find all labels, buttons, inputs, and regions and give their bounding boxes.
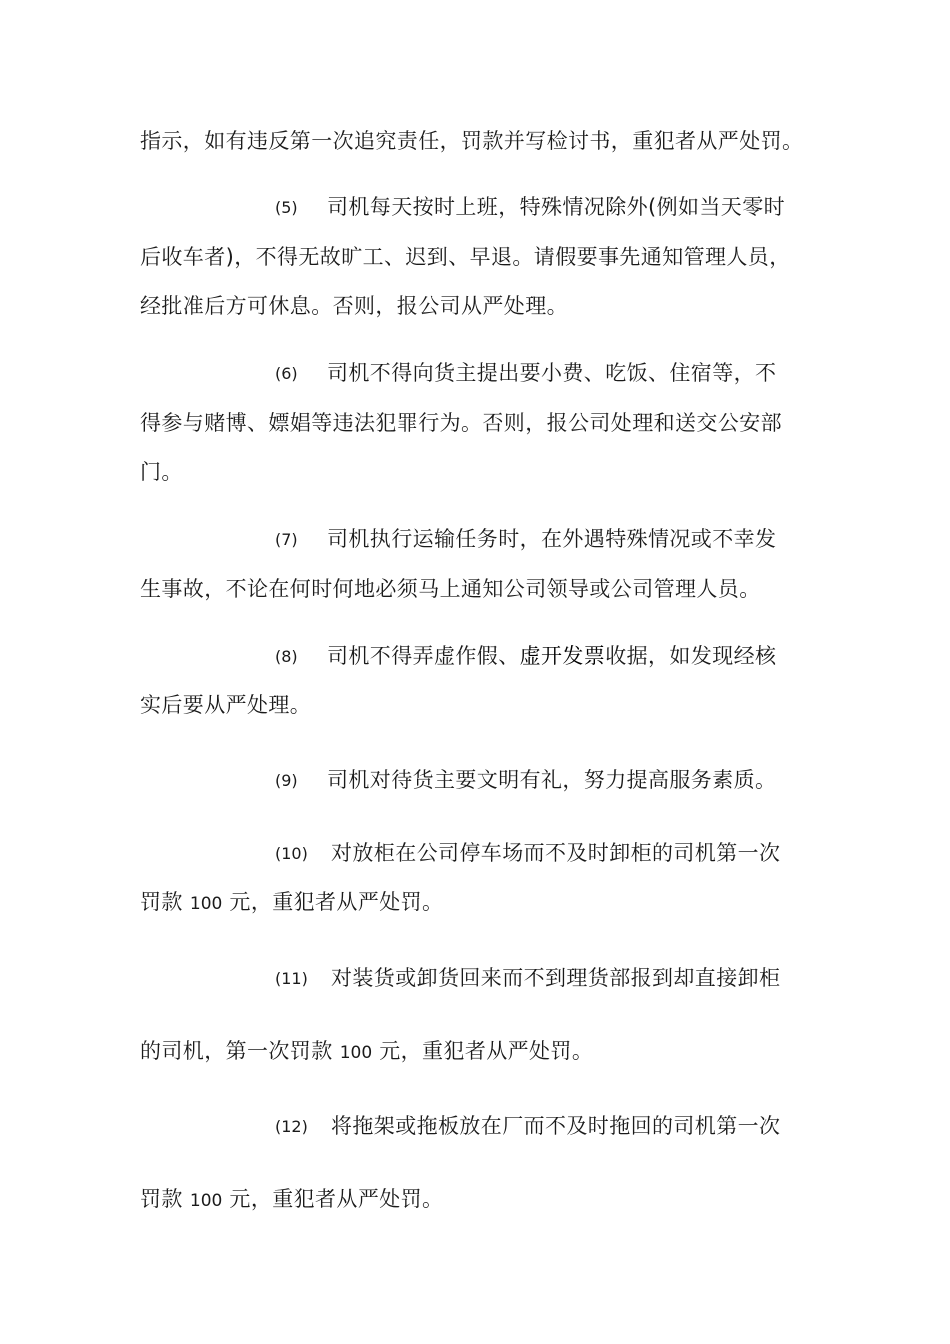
item-8-continuation-1: 实后要从严处理。 — [140, 693, 312, 717]
item-9-first-line — [275, 765, 776, 796]
item-10-continuation — [140, 887, 443, 919]
item-6-continuation-1: 得参与赌博、嫖娼等违法犯罪行为。否则，报公司处理和送交公安部 — [140, 411, 782, 435]
item-12-number: (12) — [275, 1117, 308, 1136]
item-11-number: (11) — [275, 969, 308, 988]
item-11-cont-post: 元，重犯者从严处罚。 — [379, 1039, 594, 1063]
item-11-text: 对装货或卸货回来而不到理货部报到却直接卸柜 — [331, 966, 781, 990]
item-10-number: (10) — [275, 844, 308, 863]
item-5-continuation-2: 经批准后方可休息。否则，报公司从严处理。 — [140, 294, 568, 318]
item-10-cont-post: 元，重犯者从严处罚。 — [229, 890, 444, 914]
item-5-number: (5) — [275, 198, 298, 217]
item-6-continuation-2: 门。 — [140, 460, 183, 484]
item-10-text: 对放柜在公司停车场而不及时卸柜的司机第一次 — [331, 841, 781, 865]
item-8-text-post: 收据，如发现经核 — [605, 644, 777, 668]
item-8-number: (8) — [275, 647, 298, 666]
item-5-continuation-1: 后收车者)，不得无故旷工、迟到、早退。请假要事先通知管理人员， — [140, 245, 791, 269]
item-12-cont-pre: 罚款 — [140, 1187, 183, 1211]
item-11-continuation — [140, 1036, 593, 1068]
item-6-number: (6) — [275, 364, 298, 383]
item-7-text: 司机执行运输任务时，在外遇特殊情况或不幸发 — [327, 527, 777, 551]
item-11-first-line — [275, 963, 780, 994]
item-12-cont-post: 元，重犯者从严处罚。 — [229, 1187, 444, 1211]
item-10-cont-pre: 罚款 — [140, 890, 183, 914]
item-10-amount: 100 — [189, 894, 223, 914]
item-5-text: 司机每天按时上班，特殊情况除外(例如当天零时 — [327, 195, 785, 219]
item-7-number: (7) — [275, 530, 298, 549]
item-5-first-line — [275, 192, 785, 223]
item-7-first-line — [275, 524, 776, 555]
item-6-first-line — [275, 358, 776, 389]
item-9-number: (9) — [275, 771, 298, 790]
item-11-amount: 100 — [339, 1043, 373, 1063]
item-6-text: 司机不得向货主提出要小费、吃饭、住宿等，不 — [327, 361, 777, 385]
item-12-first-line — [275, 1111, 780, 1142]
item-7-continuation-1: 生事故，不论在何时何地必须马上通知公司领导或公司管理人员。 — [140, 577, 761, 601]
item-8-text-pre: 司机不得弄虚作假、 — [327, 644, 520, 668]
intro-line: 指示，如有违反第一次追究责任，罚款并写检讨书，重犯者从严处罚。 — [140, 129, 804, 153]
item-10-first-line — [275, 838, 780, 869]
item-12-continuation — [140, 1184, 443, 1216]
invoice-link[interactable]: 虚开发票 — [519, 644, 606, 668]
item-9-text: 司机对待货主要文明有礼，努力提高服务素质。 — [327, 768, 777, 792]
item-11-cont-pre: 的司机，第一次罚款 — [140, 1039, 333, 1063]
item-8-first-line — [275, 641, 776, 672]
item-12-text: 将拖架或拖板放在厂而不及时拖回的司机第一次 — [331, 1114, 781, 1138]
item-12-amount: 100 — [189, 1191, 223, 1211]
